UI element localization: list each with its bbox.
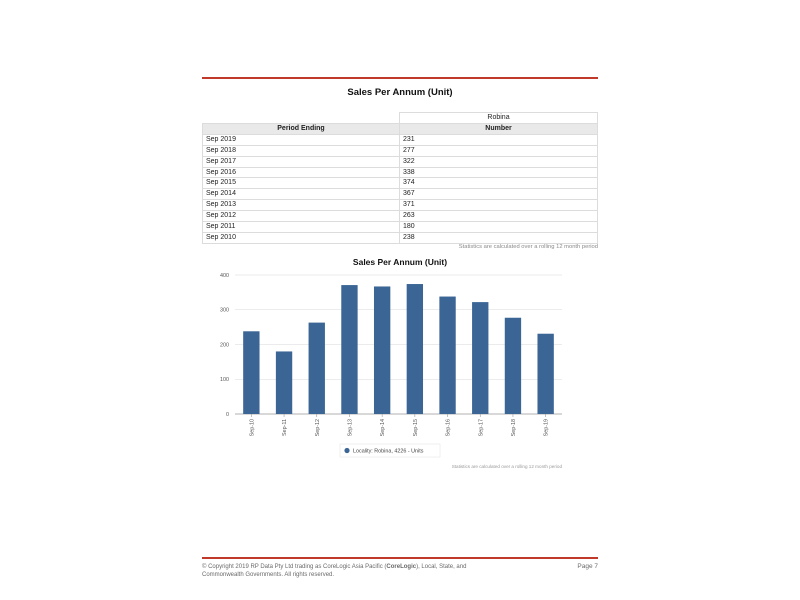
- number-cell: 263: [400, 211, 598, 222]
- table-row: [203, 222, 598, 233]
- x-tick-label: Sep-15: [412, 419, 419, 437]
- bar: [374, 286, 390, 414]
- period-cell: Sep 2018: [203, 145, 400, 156]
- table-body: [203, 134, 598, 243]
- y-tick-label: 100: [220, 377, 229, 384]
- x-tick-label: Sep-14: [380, 419, 387, 437]
- table-row: [203, 178, 598, 189]
- y-tick-label: 400: [220, 272, 229, 279]
- sales-table: [202, 112, 598, 244]
- x-tick-label: Sep-18: [510, 419, 517, 437]
- period-cell: Sep 2013: [203, 200, 400, 211]
- table-row: [203, 156, 598, 167]
- period-column-header: Period Ending: [203, 123, 400, 134]
- x-tick-label: Sep-12: [314, 419, 321, 437]
- bar: [472, 302, 488, 414]
- chart-legend: [340, 444, 440, 457]
- bar: [407, 284, 423, 414]
- table-row: [203, 200, 598, 211]
- stats-note: Statistics are calculated over a rolling 12 month period: [458, 244, 598, 250]
- copyright-text: [202, 563, 502, 579]
- x-tick-label: Sep-17: [478, 419, 485, 437]
- number-cell: 180: [400, 222, 598, 233]
- table-row: [203, 232, 598, 243]
- page-number: Page 7: [577, 563, 598, 570]
- bar: [505, 318, 521, 414]
- x-tick-label: Sep-10: [249, 419, 256, 437]
- copyright-brand: CoreLogic: [386, 564, 417, 570]
- chart-title: Sales Per Annum (Unit): [352, 257, 448, 267]
- y-tick-label: 300: [220, 307, 229, 314]
- number-column-header: Number: [400, 123, 598, 134]
- period-cell: Sep 2012: [203, 211, 400, 222]
- footer-accent-rule: [202, 557, 598, 559]
- bar: [243, 331, 259, 414]
- chart-stats-note: Statistics are calculated over a rolling 12 month period: [451, 464, 562, 469]
- period-cell: Sep 2016: [203, 167, 400, 178]
- table-row: [203, 167, 598, 178]
- number-cell: 322: [400, 156, 598, 167]
- x-tick-label: Sep-16: [445, 419, 452, 437]
- y-axis: [220, 273, 229, 418]
- period-cell: Sep 2011: [203, 222, 400, 233]
- legend-marker: [344, 448, 349, 453]
- sales-bar-chart: [200, 268, 570, 478]
- table-row: [203, 134, 598, 145]
- x-tick-label: Sep-11: [282, 419, 289, 436]
- number-cell: 367: [400, 189, 598, 200]
- number-cell: 338: [400, 167, 598, 178]
- number-cell: 238: [400, 232, 598, 243]
- bar: [309, 323, 325, 414]
- x-tick-label: Sep-13: [347, 419, 354, 437]
- chart-bars: [243, 284, 554, 414]
- number-cell: 374: [400, 178, 598, 189]
- x-axis: [249, 414, 549, 436]
- period-cell: Sep 2014: [203, 189, 400, 200]
- period-cell: Sep 2019: [203, 134, 400, 145]
- section-title: Sales Per Annum (Unit): [347, 87, 453, 98]
- bar: [439, 297, 455, 414]
- period-cell: Sep 2015: [203, 178, 400, 189]
- x-tick-label: Sep-19: [543, 419, 550, 437]
- bar: [276, 351, 292, 414]
- bar: [537, 334, 553, 414]
- number-cell: 277: [400, 145, 598, 156]
- number-cell: 231: [400, 134, 598, 145]
- y-tick-label: 0: [226, 411, 229, 418]
- table-row: [203, 145, 598, 156]
- locality-header: Robina: [400, 113, 598, 124]
- number-cell: 371: [400, 200, 598, 211]
- bar: [341, 285, 357, 414]
- copyright-post: ), Local, State, and Commonwealth Governments. All rights reserved.: [202, 564, 467, 578]
- period-cell: Sep 2017: [203, 156, 400, 167]
- table-row: [203, 189, 598, 200]
- copyright-pre: © Copyright 2019 RP Data Pty Ltd trading as CoreLogic Asia Pacific (: [202, 564, 387, 570]
- blank-header-cell: [203, 113, 400, 124]
- period-cell: Sep 2010: [203, 232, 400, 243]
- legend-label: Locality: Robina, 4226 - Units: [353, 448, 424, 455]
- table-row: [203, 211, 598, 222]
- y-tick-label: 200: [220, 342, 229, 349]
- top-accent-rule: [202, 77, 598, 79]
